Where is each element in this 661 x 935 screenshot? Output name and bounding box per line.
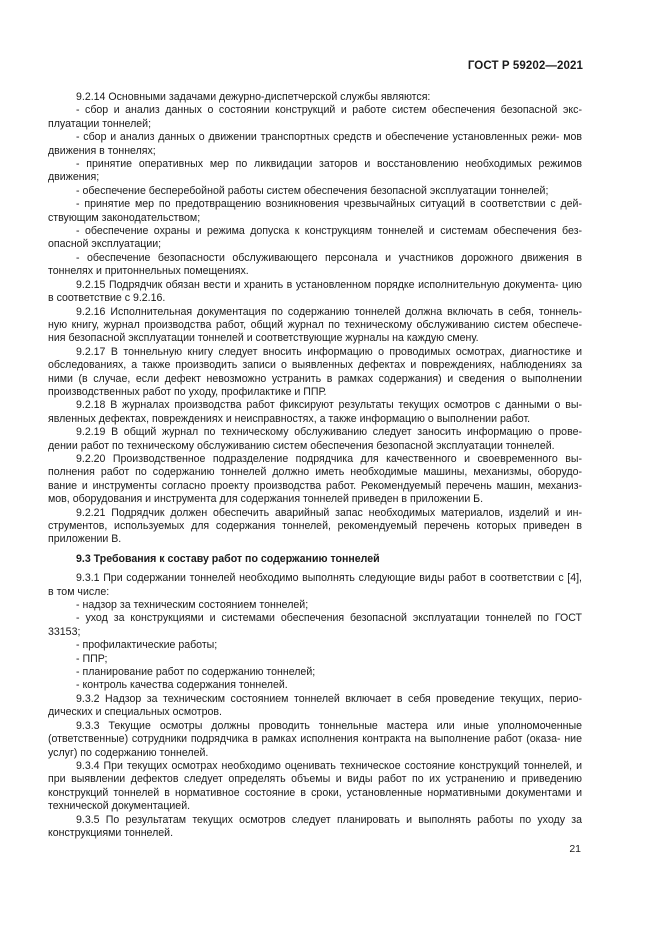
- paragraph-9-2-17: 9.2.17 В тоннельную книгу следует вносить информацию о проводимых осмотрах, диагностике и обследованиях, а также производить записи о выявленных дефектах и повреждениях, наблюдениях за ними (в случае, если дефект невозможно устранить в рамках содержания) и сведения о выполнении производственных работ по уходу, профилактике и ППР.: [48, 345, 582, 398]
- list-item: - сбор и анализ данных о движении транспортных средств и обеспечение установленных режи- мов движения в тоннелях;: [48, 131, 582, 157]
- paragraph-9-2-14: 9.2.14 Основными задачами дежурно-диспетчерской службы являются:: [76, 91, 431, 103]
- paragraph-9-2-16: 9.2.16 Исполнительная документация по содержанию тоннелей должна включать в себя, тоннель- ную книгу, журнал производства работ, общий журнал по техническому обслуживанию систем обеспече- ния безопасной эксплуатации тоннелей и соответствующие журналы на каждую смену.: [48, 305, 582, 345]
- paragraph-9-2-20: 9.2.20 Производственное подразделение подрядчика для качественного и своевременного вы- полнения работ по содержанию тоннелей должно иметь необходимые машины, механизмы, оборудо- вание и инструменты согласно проекту производства работ. Рекомендуемый перечень машин, механиз- мов, оборудования и инструмента для содержания тоннелей приведен в приложении Б.: [48, 452, 582, 506]
- paragraph-9-3-3: 9.3.3 Текущие осмотры должны проводить тоннельные мастера или иные уполномоченные (ответственные) сотрудники подрядчика в рамках исполнения контракта на выполнение работ (оказа- ние услуг) по содержанию тоннелей.: [48, 719, 582, 759]
- list-item: - обеспечение безопасности обслуживающего персонала и участников дорожного движения в тоннелях и притоннельных помещениях.: [48, 251, 582, 278]
- paragraph-9-3-5: 9.3.5 По результатам текущих осмотров следует планировать и выполнять работы по уходу за конструкциями тоннелей.: [48, 813, 582, 839]
- document-body: [48, 91, 582, 840]
- list-item: - профилактические работы;: [76, 639, 218, 652]
- list-item: - обеспечение бесперебойной работы систем обеспечения безопасной эксплуатации тоннелей;: [76, 184, 549, 197]
- paragraph-9-2-18: 9.2.18 В журналах производства работ фиксируют результаты текущих осмотров с данными о вы- явленных дефектах, повреждениях и неисправностях, а также информацию о выполнении работ.: [48, 399, 582, 425]
- list-item: - уход за конструкциями и системами обеспечения безопасной эксплуатации тоннелей по ГОСТ 33153;: [48, 612, 582, 638]
- section-heading-9-3: 9.3 Требования к составу работ по содержанию тоннелей: [76, 552, 380, 565]
- page-number: 21: [569, 843, 581, 855]
- paragraph-9-2-21: 9.2.21 Подрядчик должен обеспечить аварийный запас необходимых материалов, изделий и ин- струментов, используемых для содержания тоннелей, рекомендуемый перечень которых приведен в приложении В.: [48, 506, 582, 546]
- paragraph-9-3-1: 9.3.1 При содержании тоннелей необходимо выполнять следующие виды работ в соответствии с [4], в том числе:: [48, 572, 582, 598]
- list-item: - ППР;: [76, 652, 108, 665]
- list-item: - принятие мер по предотвращению возникновения чрезвычайных ситуаций в соответствии с дей- ствующим законодательством;: [48, 198, 582, 224]
- list-item: - планирование работ по содержанию тоннелей;: [76, 666, 316, 679]
- paragraph-9-2-15: 9.2.15 Подрядчик обязан вести и хранить в установленном порядке исполнительную документа- цию в соответствие с 9.2.16.: [48, 278, 582, 305]
- paragraph-9-2-19: 9.2.19 В общий журнал по техническому обслуживанию следует заносить информацию о прове- дении работ по техническому обслуживанию систем обеспечения безопасной эксплуатации тоннелей.: [48, 426, 582, 452]
- list-item: - обеспечение охраны и режима допуска к конструкциям тоннелей и системам обеспечения без- опасной эксплуатации;: [48, 225, 582, 251]
- list-item: - надзор за техническим состоянием тоннелей;: [76, 599, 309, 612]
- document-code: ГОСТ Р 59202—2021: [467, 60, 583, 72]
- list-item: - контроль качества содержания тоннелей.: [76, 679, 288, 692]
- list-item: - принятие оперативных мер по ликвидации заторов и восстановлению необходимых режимов движения;: [48, 158, 582, 184]
- paragraph-9-3-2: 9.3.2 Надзор за техническим состоянием тоннелей включает в себя проведение текущих, перио- дических и специальных осмотров.: [48, 692, 582, 719]
- paragraph-9-3-4: 9.3.4 При текущих осмотрах необходимо оценивать техническое состояние конструкций тоннелей, и при выявлении дефектов следует определять объемы и виды работ по их устранению и приведению конструкций тоннелей в нормативное состояние в сроки, установленные нормативными документами и технической документацией.: [48, 759, 582, 813]
- list-item: - сбор и анализ данных о состоянии конструкций и работе систем обеспечения безопасной экс- плуатации тоннелей;: [48, 104, 582, 130]
